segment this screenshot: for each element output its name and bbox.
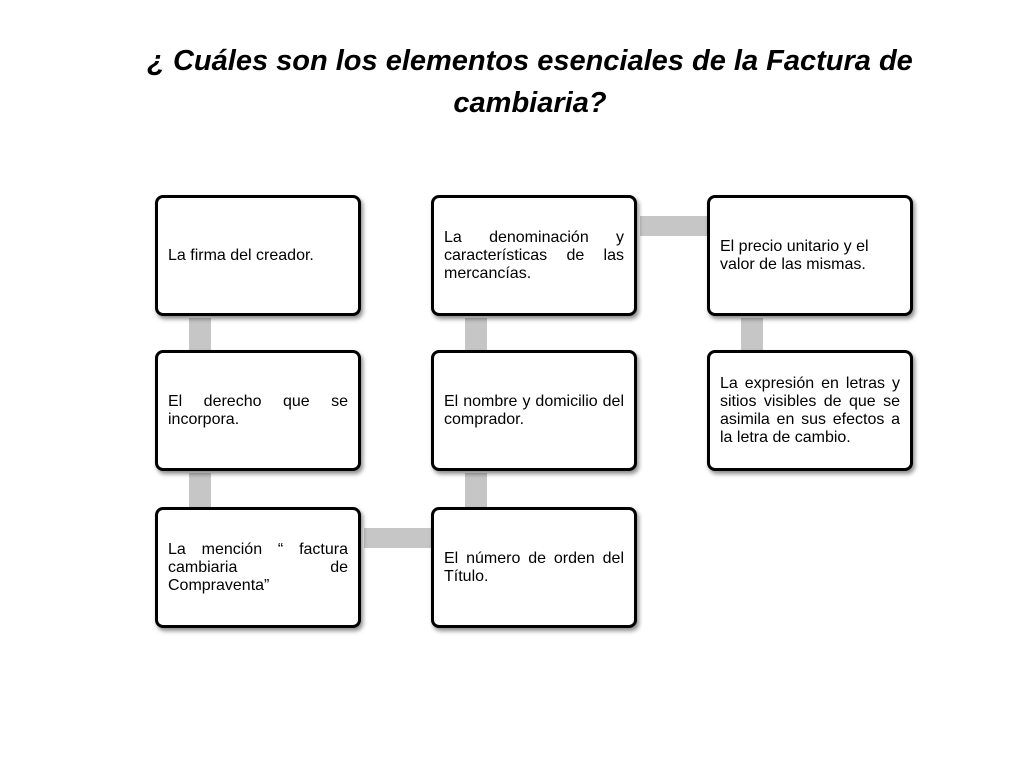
connector-5-6 (465, 318, 487, 352)
node-nombre-comprador (431, 350, 637, 471)
connector-6-7 (640, 216, 712, 236)
connector-1-2 (189, 318, 211, 352)
page-title: ¿ Cuáles son los elementos esenciales de la Factura de cambiaria? (147, 45, 913, 119)
node-denominacion-mercancias (431, 195, 637, 316)
connector-7-8 (741, 318, 763, 352)
node-mencion-factura (155, 507, 361, 628)
node-label: El nombre y domicilio del comprador. (444, 392, 624, 428)
node-label: El número de orden del Título. (444, 549, 624, 585)
node-firma-creador (155, 195, 361, 316)
node-label: El derecho que se incorpora. (168, 392, 348, 428)
node-numero-orden (431, 507, 637, 628)
node-label: El precio unitario y el valor de las mismas. (720, 237, 869, 273)
connector-2-3 (189, 473, 211, 509)
node-label: La mención “ factura cambiaria de Compraventa” (168, 540, 348, 594)
node-label: La firma del creador. (168, 246, 314, 264)
node-label: La expresión en letras y sitios visibles de que se asimila en sus efectos a la letra de cambio. (720, 374, 900, 446)
node-expresion-letras (707, 350, 913, 471)
connector-3-4 (364, 528, 434, 548)
node-label: La denominación y características de las mercancías. (444, 228, 624, 282)
connector-4-5 (465, 473, 487, 509)
node-precio-unitario (707, 195, 913, 316)
node-derecho-incorpora (155, 350, 361, 471)
